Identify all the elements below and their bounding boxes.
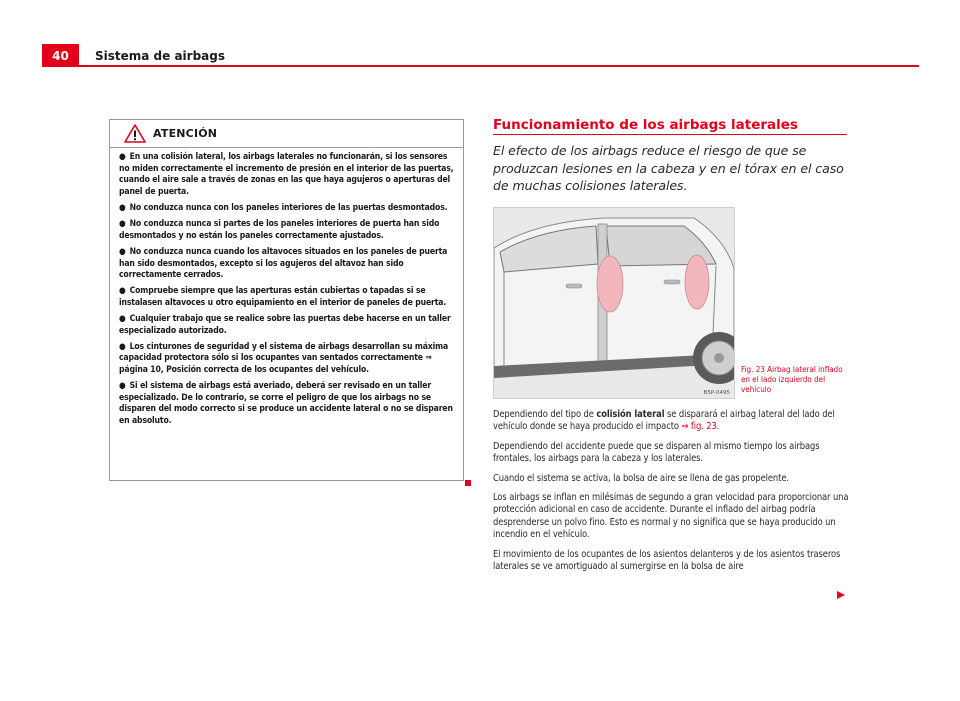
section-end-marker — [465, 480, 471, 486]
body-paragraph: Dependiendo del tipo de colisión lateral se disparará el airbag lateral del lado del vehículo donde se haya producido el impacto ⇒ fig. 23. — [493, 409, 835, 433]
warning-item: ● Si el sistema de airbags está averiado, deberá ser revisado en un taller especializado. De lo contrario, se corre el peligro de que los airbags no se disparen del modo correcto si se produce un accidente lateral o no se disparen en absoluto. — [119, 381, 453, 427]
figure-code: B5P-0495 — [703, 390, 730, 396]
body-paragraph: El movimiento de los ocupantes de los asientos delanteros y de los asientos traseros laterales se ve amortiguado al sumergirse en la bolsa de aire — [493, 548, 841, 573]
page-number: 40 — [42, 44, 79, 67]
airbag-figure — [493, 207, 735, 399]
warning-triangle-icon — [124, 124, 146, 143]
warning-item: ● Los cinturones de seguridad y el sistema de airbags desarrollan su máxima capacidad protectora sólo si los ocupantes van sentados correctamente ⇒ página 10, Posición correcta de los ocupantes del vehículo. — [119, 341, 449, 376]
section-intro: El efecto de los airbags reduce el riesgo de que se produzcan lesiones en la cabeza y en el tórax en el caso de muchas colisiones laterales. — [493, 143, 844, 193]
warning-box — [109, 119, 464, 481]
figure-caption: Fig. 23 Airbag lateral inflado en el lado izquierdo del vehículo — [741, 365, 843, 395]
running-header-title: Sistema de airbags — [95, 49, 226, 63]
warning-item: ● No conduzca nunca con los paneles interiores de las puertas desmontados. — [119, 202, 448, 213]
warning-item: ● En una colisión lateral, los airbags laterales no funcionarán, si los sensores no miden correctamente el incremento de presión en el interior de las puertas, cuando el aire sale a través de zonas en las que haya agujeros o aperturas del panel de puerta. — [119, 152, 454, 197]
body-paragraph: Dependiendo del accidente puede que se disparen al mismo tiempo los airbags frontales, los airbags para la cabeza y los laterales. — [493, 440, 820, 465]
section-title-rule — [493, 134, 847, 135]
body-paragraph: Los airbags se inflan en milésimas de segundo a gran velocidad para proporcionar una protección adicional en caso de accidente. Durante el inflado del airbag podría desprenderse un polvo fino. Esto es normal y no significa que se haya producido un incendio en el vehículo. — [493, 492, 849, 541]
car-side-airbag-illustration — [494, 208, 734, 398]
warning-item: ● No conduzca nunca cuando los altavoces situados en los paneles de puerta han sido desmontados, excepto si los agujeros del altavoz han sido correctamente cerrados. — [119, 246, 448, 281]
warning-header — [110, 120, 463, 148]
header-divider — [79, 65, 919, 67]
warning-item: ● Compruebe siempre que las aperturas están cubiertas o tapadas si se instalasen altavoces u otro equipamiento en el interior de paneles de puerta. — [119, 286, 447, 308]
section-title: Funcionamiento de los airbags laterales — [493, 117, 798, 133]
warning-list — [110, 148, 463, 428]
warning-item: ● Cualquier trabajo que se realice sobre las puertas debe hacerse en un taller especializado autorizado. — [119, 314, 451, 336]
warning-item: ● No conduzca nunca si partes de los paneles interiores de puerta han sido desmontados y no están los paneles correctamente ajustados. — [119, 219, 440, 241]
figure-reference-link[interactable]: ⇒ fig. 23 — [681, 421, 717, 433]
body-text — [493, 409, 851, 580]
body-paragraph: Cuando el sistema se activa, la bolsa de aire se llena de gas propelente. — [493, 472, 789, 484]
warning-title: ATENCIÓN — [153, 127, 218, 140]
continue-arrow-icon — [836, 590, 846, 600]
